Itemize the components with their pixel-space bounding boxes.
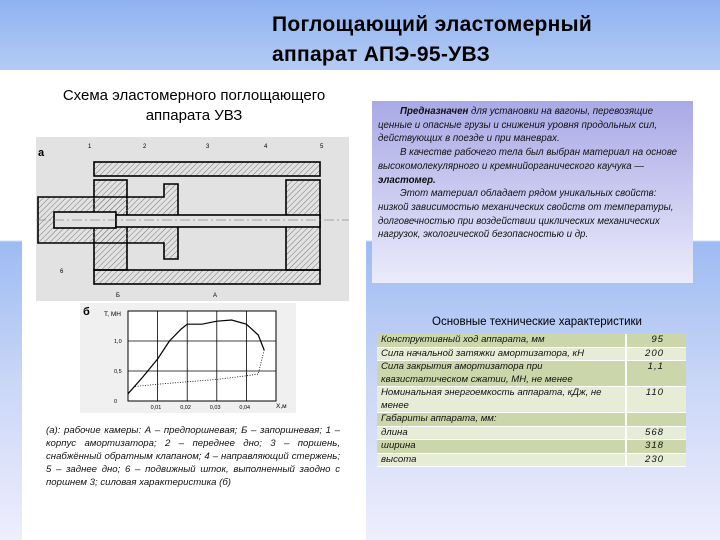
scheme-title — [22, 86, 366, 126]
spec-value — [626, 413, 686, 427]
force-characteristic-chart — [80, 303, 296, 413]
paragraph-text: В качестве рабочего тела был выбран материал на основе высокомолекулярного и кремнийорганического каучука — — [378, 147, 678, 172]
table-row — [377, 426, 686, 440]
chamber-label: А — [213, 293, 218, 299]
y-tick-label: 0,5 — [114, 369, 122, 375]
specs-table — [377, 334, 686, 467]
table-row — [377, 440, 686, 454]
part-number: 4 — [264, 144, 268, 150]
specs-title: Основные технические характеристики — [432, 316, 642, 328]
table-row — [377, 413, 686, 427]
spec-name: Номинальная энергоемкость аппарата, кДж, не менее — [377, 387, 626, 413]
part-number: 6 — [60, 269, 64, 275]
y-tick-label: 0 — [114, 399, 118, 405]
scheme-title-line: аппарата УВЗ — [145, 107, 243, 124]
purpose-paragraph — [378, 187, 687, 242]
spec-name: Конструктивный ход аппарата, мм — [377, 334, 626, 347]
spec-value: 95 — [626, 334, 686, 347]
part-number: 3 — [206, 144, 210, 150]
table-row — [377, 334, 686, 347]
y-tick-label: 1,0 — [114, 339, 122, 345]
chamber-label: Б — [116, 293, 120, 299]
spec-value: 1,1 — [626, 361, 686, 387]
scheme-title-line: Схема эластомерного поглощающего — [62, 87, 326, 104]
title-line: аппарат АПЭ-95-УВЗ — [272, 43, 491, 66]
paragraph-text: Этот материал обладает рядом уникальных свойств: низкой зависимостью механических свойств от температуры, долговечностью при воздействии циклических механических нагрузок, экологической безопасностью и др. — [378, 188, 674, 241]
table-row — [377, 361, 686, 387]
spec-name: Сила начальной затяжки амортизатора, кН — [377, 347, 626, 361]
slide-title — [272, 10, 592, 70]
table-row — [377, 347, 686, 361]
x-axis-label: Х,м — [276, 403, 287, 410]
paragraph-text: для установки на вагоны, перевозящие ценные и опасные грузы и снижения уровня продольных сил, действующих в поезде и при маневрах. — [378, 106, 658, 145]
table-row — [377, 453, 686, 467]
part-number: 1 — [88, 144, 92, 150]
figure-caption: (а): рабочие камеры: А – предпоршневая; Б – запоршневая; 1 – корпус амортизатора; 2 – переднее дно; 3 – поршень, снабжённый обратным клапаном; 4 – направляющий стержень; 5 – заднее дно; 6 – подвижный шток, выполненный заодно с поршнем 3; силовая характеристика (б) — [46, 425, 340, 488]
spec-value: 200 — [626, 347, 686, 361]
spec-name: Сила закрытия амортизатора при квазистатическом сжатии, МН, не менее — [377, 361, 626, 387]
x-tick-label: 0,03 — [209, 405, 221, 411]
bold-text: эластомер. — [378, 174, 436, 186]
spec-value: 230 — [626, 453, 686, 467]
table-row — [377, 387, 686, 413]
spec-value: 110 — [626, 387, 686, 413]
cross-section-diagram — [36, 137, 349, 301]
part-number: 2 — [143, 144, 147, 150]
purpose-paragraph — [378, 146, 687, 187]
chart-label: б — [83, 306, 90, 318]
spec-name: ширина — [377, 440, 626, 454]
spec-name: длина — [377, 426, 626, 440]
x-tick-label: 0,01 — [150, 405, 162, 411]
spec-value: 568 — [626, 426, 686, 440]
x-tick-label: 0,04 — [239, 405, 251, 411]
spec-name: высота — [377, 453, 626, 467]
purpose-paragraph — [378, 105, 687, 146]
part-number: 5 — [320, 144, 324, 150]
y-axis-label: Т, МН — [104, 311, 121, 318]
spec-name: Габариты аппарата, мм: — [377, 413, 626, 427]
purpose-description — [372, 101, 693, 283]
title-line: Поглощающий эластомерный — [272, 13, 593, 36]
x-tick-label: 0,02 — [180, 405, 191, 411]
bold-text: Предназначен — [400, 106, 469, 117]
spec-value: 318 — [626, 440, 686, 454]
diagram-label: а — [38, 147, 45, 159]
